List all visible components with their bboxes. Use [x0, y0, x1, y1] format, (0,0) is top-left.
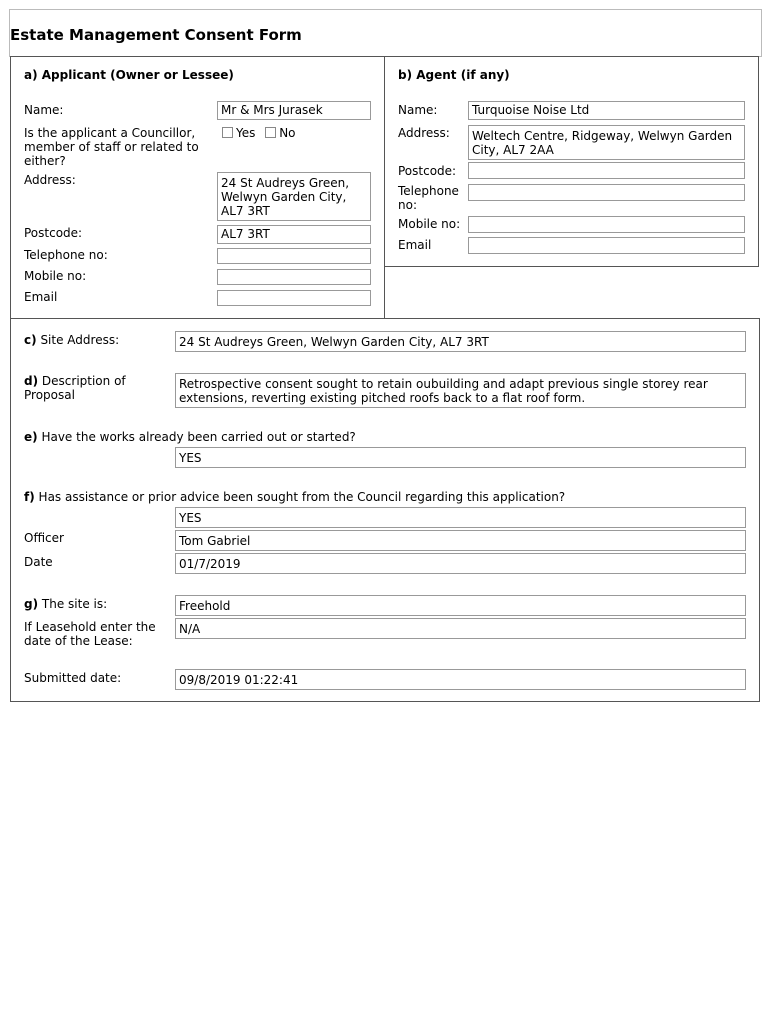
prior-advice-field[interactable]: YES: [175, 507, 746, 528]
prior-advice-label: [24, 490, 565, 504]
agent-postcode-label: Postcode:: [398, 164, 457, 178]
agent-email-field[interactable]: [468, 237, 745, 254]
agent-telephone-label: Telephone no:: [398, 184, 459, 212]
councillor-options: [222, 126, 296, 140]
site-address-field[interactable]: 24 St Audreys Green, Welwyn Garden City, AL7 3RT: [175, 331, 746, 352]
description-label: [24, 374, 164, 402]
applicant-mobile-field[interactable]: [217, 269, 371, 285]
page-title: Estate Management Consent Form: [10, 26, 302, 44]
agent-name-label: Name:: [398, 103, 438, 117]
applicant-email-field[interactable]: [217, 290, 371, 306]
date-label: Date: [24, 555, 53, 569]
submitted-date-field[interactable]: 09/8/2019 01:22:41: [175, 669, 746, 690]
applicant-address-field[interactable]: 24 St Audreys Green, Welwyn Garden City, AL7 3RT: [217, 172, 371, 221]
no-label: No: [279, 126, 296, 140]
e-letter: e): [24, 430, 38, 444]
c-label: Site Address:: [40, 333, 120, 347]
applicant-telephone-field[interactable]: [217, 248, 371, 264]
site-address-label: [24, 333, 119, 347]
e-label: Have the works already been carried out or started?: [41, 430, 356, 444]
applicant-address-label: Address:: [24, 173, 76, 187]
officer-field[interactable]: Tom Gabriel: [175, 530, 746, 551]
agent-mobile-label: Mobile no:: [398, 217, 461, 231]
applicant-heading: a) Applicant (Owner or Lessee): [24, 68, 234, 82]
g-letter: g): [24, 597, 39, 611]
date-field[interactable]: 01/7/2019: [175, 553, 746, 574]
lease-date-label: If Leasehold enter the date of the Lease:: [24, 620, 156, 648]
councillor-label: Is the applicant a Councillor, member of staff or related to either?: [24, 126, 199, 168]
agent-heading: b) Agent (if any): [398, 68, 510, 82]
lease-date-field[interactable]: N/A: [175, 618, 746, 639]
site-tenure-field[interactable]: Freehold: [175, 595, 746, 616]
no-checkbox[interactable]: [265, 127, 276, 138]
works-started-field[interactable]: YES: [175, 447, 746, 468]
d-label: Description of Proposal: [24, 374, 126, 402]
agent-telephone-field[interactable]: [468, 184, 745, 201]
applicant-postcode-label: Postcode:: [24, 226, 83, 240]
agent-mobile-field[interactable]: [468, 216, 745, 233]
g-label: The site is:: [41, 597, 108, 611]
applicant-postcode-field[interactable]: AL7 3RT: [217, 225, 371, 244]
agent-address-label: Address:: [398, 126, 450, 140]
applicant-email-label: Email: [24, 290, 58, 304]
f-label: Has assistance or prior advice been sought from the Council regarding this application?: [38, 490, 566, 504]
c-letter: c): [24, 333, 37, 347]
agent-address-field[interactable]: Weltech Centre, Ridgeway, Welwyn Garden City, AL7 2AA: [468, 125, 745, 160]
works-started-label: [24, 430, 356, 444]
f-letter: f): [24, 490, 35, 504]
submitted-date-label: Submitted date:: [24, 671, 122, 685]
site-tenure-label: [24, 597, 107, 611]
yes-label: Yes: [236, 126, 256, 140]
description-field[interactable]: Retrospective consent sought to retain oubuilding and adapt previous single storey rear extensions, reverting existing pitched roofs back to a flat roof form.: [175, 373, 746, 408]
applicant-name-label: Name:: [24, 103, 64, 117]
applicant-telephone-label: Telephone no:: [24, 248, 108, 262]
officer-label: Officer: [24, 531, 64, 545]
agent-name-field[interactable]: Turquoise Noise Ltd: [468, 101, 745, 120]
agent-email-label: Email: [398, 238, 432, 252]
yes-checkbox[interactable]: [222, 127, 233, 138]
agent-postcode-field[interactable]: [468, 162, 745, 179]
applicant-mobile-label: Mobile no:: [24, 269, 87, 283]
applicant-name-field[interactable]: Mr & Mrs Jurasek: [217, 101, 371, 120]
d-letter: d): [24, 374, 39, 388]
